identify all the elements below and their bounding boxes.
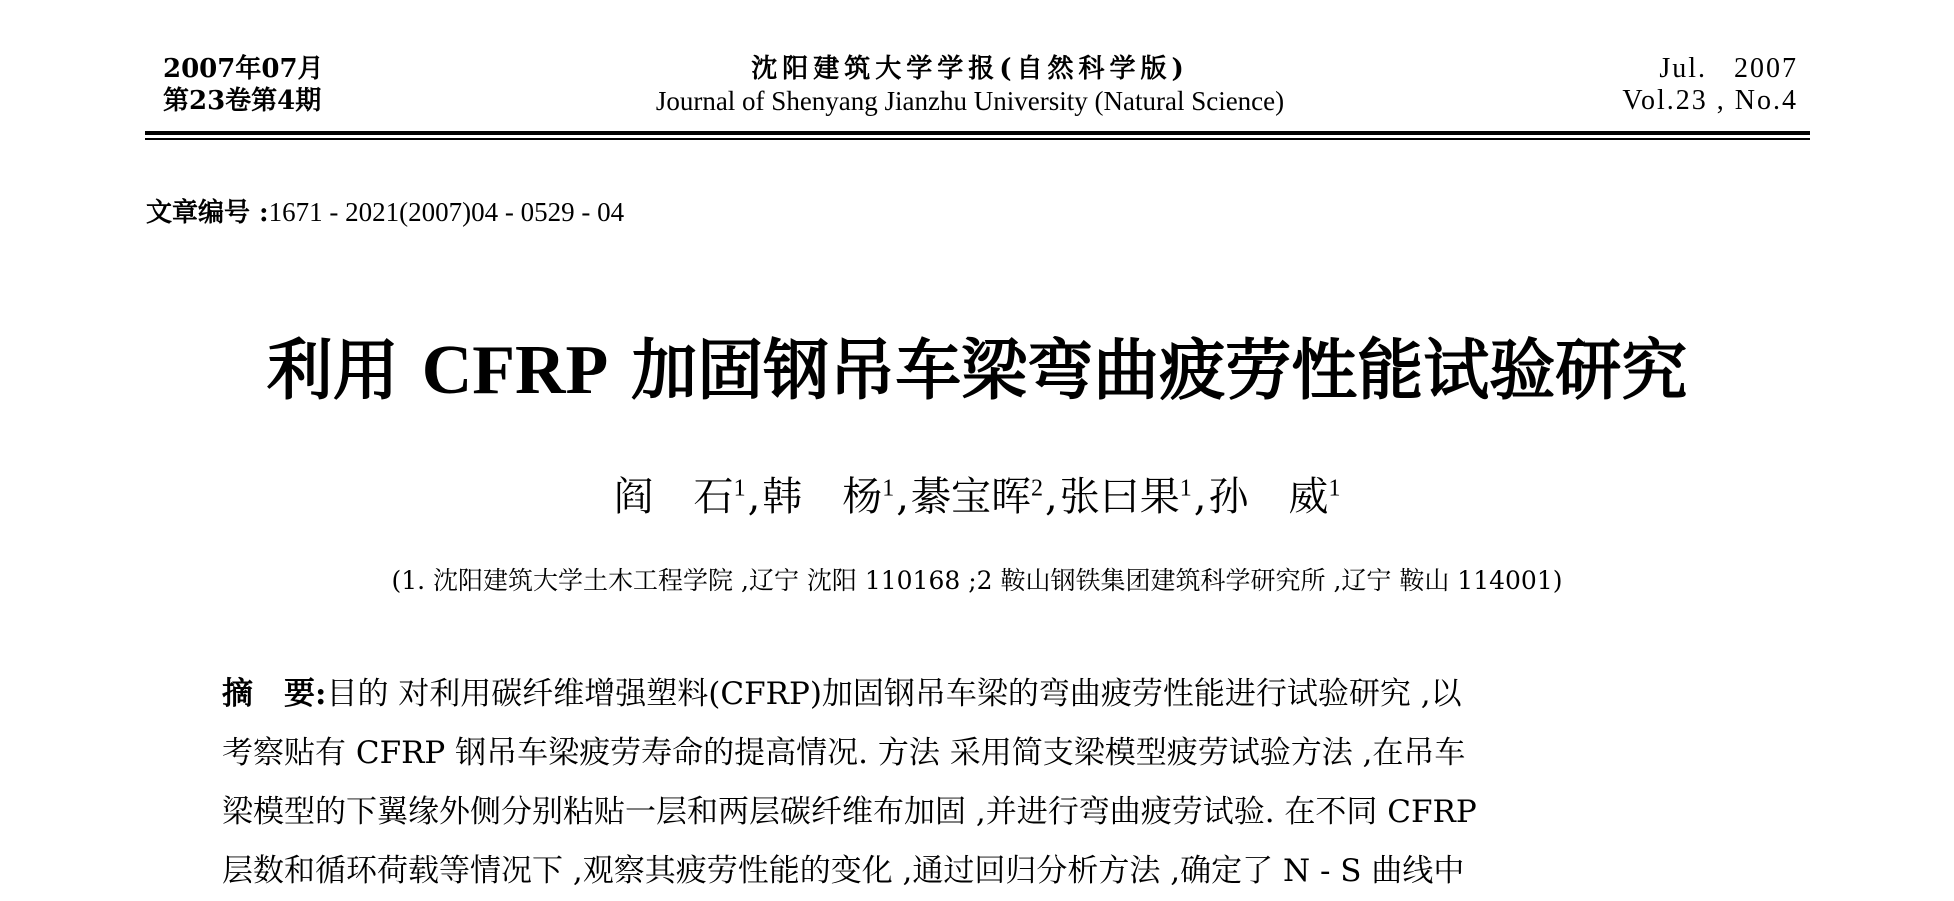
author-list — [0, 472, 1954, 522]
header-volume-en: Vol.23 , No.4 — [1622, 85, 1798, 116]
header-volume-cn: 第23卷第4期 — [163, 86, 322, 116]
author — [1060, 474, 1192, 520]
abstract — [222, 665, 1752, 901]
author-separator: , — [1193, 474, 1207, 520]
abstract-line: 层数和循环荷载等情况下 ,观察其疲劳性能的变化 ,通过回归分析方法 ,确定了 N - S 曲线中 — [222, 853, 1465, 889]
article-number-value: 1671 - 2021(2007)04 - 0529 - 04 — [268, 197, 625, 227]
abstract-line: 梁模型的下翼缘外侧分别粘贴一层和两层碳纤维布加固 ,并进行弯曲疲劳试验. 在不同 CFRP — [222, 794, 1477, 830]
header-journal-name — [560, 53, 1380, 117]
author-name: 张曰果 — [1059, 474, 1180, 520]
abstract-line — [222, 665, 1752, 724]
header-issue-info-cn — [163, 53, 324, 117]
header-date-cn: 2007年07月 — [163, 54, 324, 84]
author-separator: , — [747, 474, 761, 520]
author-separator: , — [1045, 474, 1058, 520]
author — [614, 474, 746, 520]
author-affiliation-mark: 1 — [1328, 475, 1341, 502]
header-rule-thin — [145, 138, 1810, 140]
author-affiliation-mark: 1 — [882, 475, 895, 502]
author-affiliation-mark: 1 — [1179, 475, 1192, 502]
header-date-en: Jul. 2007 — [1659, 53, 1798, 84]
header-rule-thick — [145, 131, 1810, 135]
journal-name-en: Journal of Shenyang Jianzhu University (Natural Science) — [655, 86, 1285, 116]
author-affiliation-mark: 1 — [733, 475, 746, 502]
author — [911, 474, 1043, 520]
author — [1208, 474, 1340, 520]
abstract-label: 摘 要: — [222, 676, 327, 712]
author — [762, 474, 894, 520]
abstract-line-text: 目的 对利用碳纤维增强塑料(CFRP)加固钢吊车梁的弯曲疲劳性能进行试验研究 ,以 — [326, 676, 1462, 712]
author-name: 孙 威 — [1208, 474, 1329, 520]
article-number — [146, 196, 624, 229]
header-issue-info-en — [1622, 53, 1798, 117]
abstract-line: 考察贴有 CFRP 钢吊车梁疲劳寿命的提高情况. 方法 采用简支梁模型疲劳试验方法 ,在吊车 — [222, 735, 1466, 771]
author-affiliation-mark: 2 — [1031, 475, 1043, 502]
author-affiliations: (1. 沈阳建筑大学土木工程学院 ,辽宁 沈阳 110168 ;2 鞍山钢铁集团建筑科学研究所 ,辽宁 鞍山 114001) — [391, 566, 1563, 595]
journal-name-cn: 沈阳建筑大学学报(自然科学版) — [751, 54, 1189, 84]
author-separator: , — [896, 474, 909, 520]
title-part-2: 加固钢吊车梁弯曲疲劳性能试验研究 — [608, 331, 1688, 409]
author-name: 阎 石 — [613, 474, 734, 520]
title-part-1: 利用 — [266, 331, 422, 409]
article-number-label: 文章编号 : — [146, 198, 269, 228]
author-name: 韩 杨 — [762, 474, 883, 520]
paper-title — [0, 330, 1954, 411]
title-latin: CFRP — [421, 332, 609, 409]
author-name: 綦宝晖 — [911, 474, 1031, 520]
